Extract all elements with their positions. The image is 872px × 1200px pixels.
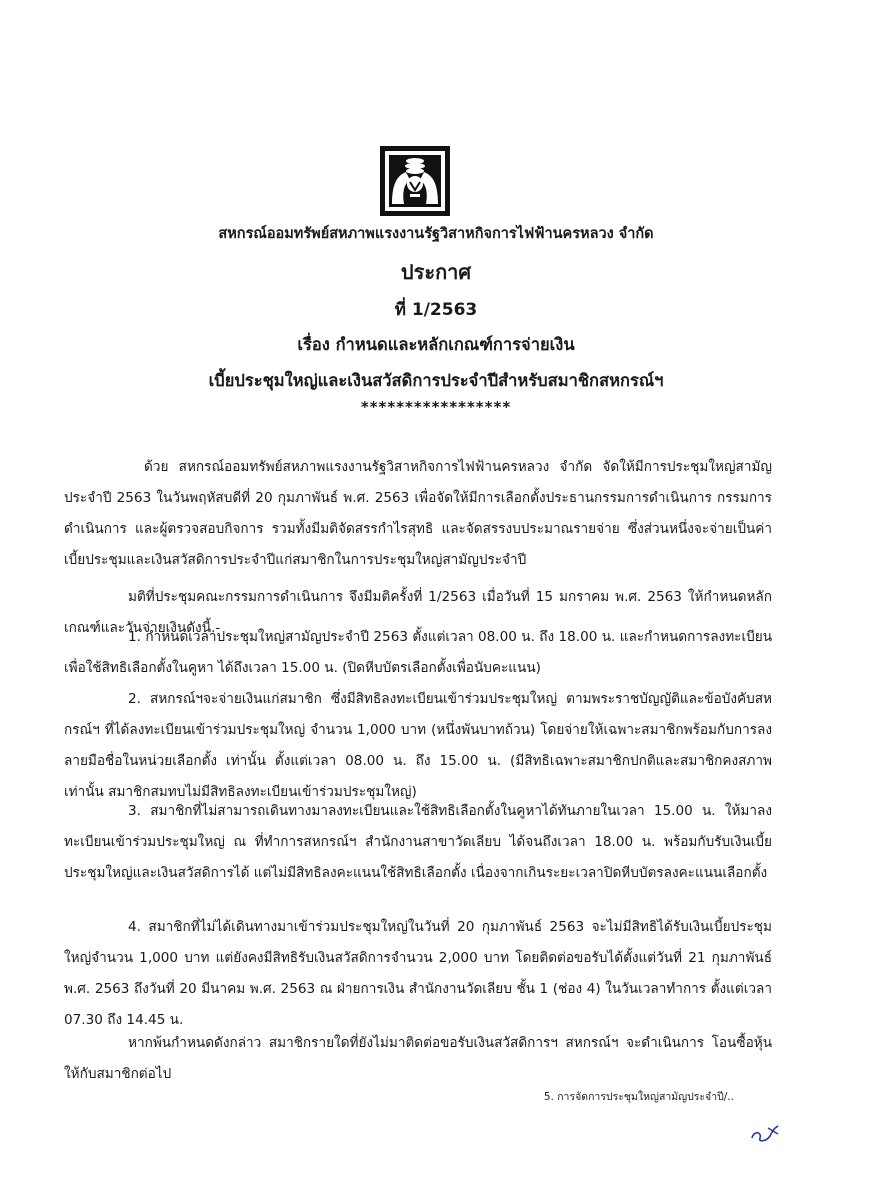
item-1-paragraph: 1. กำหนดเวลาประชุมใหญ่สามัญประจำปี 2563 ตั้งแต่เวลา 08.00 น. ถึง 18.00 น. และกำหนดการลงทะเบียนเพื่อใช้สิทธิเลือกตั้งในคูหา ได้ถึงเวลา 15.00 น. (ปิดหีบบัตรเลือกตั้งเพื่อนับคะแนน) <box>64 629 772 676</box>
item-1-block <box>64 622 772 690</box>
separator-stars: ***************** <box>360 398 512 416</box>
resolution-paragraph: มติที่ประชุมคณะกรรมการดำเนินการ จึงมีมติครั้งที่ 1/2563 เมื่อวันที่ 15 มกราคม พ.ศ. 2563 ให้กำหนดหลักเกณฑ์และวันจ่ายเงินดังนี้.- <box>64 589 772 636</box>
continuation-note: 5. การจัดการประชุมใหญ่สามัญประจำปี/.. <box>543 1091 734 1103</box>
announcement-number: ที่ 1/2563 <box>394 300 478 320</box>
intro-paragraph: ด้วย สหกรณ์ออมทรัพย์สหภาพแรงงานรัฐวิสาหกิจการไฟฟ้านครหลวง จำกัด จัดให้มีการประชุมใหญ่สามัญประจำปี 2563 ในวันพฤหัสบดีที่ 20 กุมภาพันธ์ พ.ศ. 2563 เพื่อจัดให้มีการเลือกตั้งประธานกรรมการดำเนินการ กรรมการดำเนินการ และผู้ตรวจสอบกิจการ รวมทั้งมีมติจัดสรรกำไรสุทธิ และจัดสรรงบประมาณรายจ่าย ซึ่งส่วนหนึ่งจะจ่ายเป็นค่าเบี้ยประชุมและเงินสวัสดิการประจำปีแก่สมาชิกในการประชุมใหญ่สามัญประจำปี <box>64 459 772 568</box>
announcement-title: ประกาศ <box>400 260 472 284</box>
item-3-paragraph: 3. สมาชิกที่ไม่สามารถเดินทางมาลงทะเบียนและใช้สิทธิเลือกตั้งในคูหาได้ทันภายในเวลา 15.00 น. ให้มาลงทะเบียนเข้าร่วมประชุมใหญ่ ณ ที่ทำการสหกรณ์ฯ สำนักงานสาขาวัดเลียบ ได้จนถึงเวลา 18.00 น. พร้อมกับรับเงินเบี้ยประชุมใหญ่และเงินสวัสดิการได้ แต่ไม่มีสิทธิลงคะแนนใช้สิทธิเลือกตั้ง เนื่องจากเกินระยะเวลาปิดหีบบัตรลงคะแนนเลือกตั้ง <box>64 803 772 881</box>
subject-line-1: เรื่อง กำหนดและหลักเกณฑ์การจ่ายเงิน <box>297 335 575 354</box>
signature-mark <box>748 1118 782 1146</box>
organization-name: สหกรณ์ออมทรัพย์สหภาพแรงงานรัฐวิสาหกิจการไฟฟ้านครหลวง จำกัด <box>218 226 654 242</box>
cooperative-logo-icon <box>380 146 450 216</box>
item-2-paragraph: 2. สหกรณ์ฯจะจ่ายเงินแก่สมาชิก ซึ่งมีสิทธิลงทะเบียนเข้าร่วมประชุมใหญ่ ตามพระราชบัญญัติและข้อบังคับสหกรณ์ฯ ที่ได้ลงทะเบียนเข้าร่วมประชุมใหญ่ จำนวน 1,000 บาท (หนึ่งพันบาทถ้วน) โดยจ่ายให้เฉพาะสมาชิกพร้อมกับการลงลายมือชื่อในหน่วยเลือกตั้ง เท่านั้น ตั้งแต่เวลา 08.00 น. ถึง 15.00 น. (มีสิทธิเฉพาะสมาชิกปกติและสมาชิกคงสภาพเท่านั้น สมาชิกสมทบไม่มีสิทธิลงทะเบียนเข้าร่วมประชุมใหญ่) <box>64 691 772 800</box>
item-4-paragraph: 4. สมาชิกที่ไม่ได้เดินทางมาเข้าร่วมประชุมใหญ่ในวันที่ 20 กุมภาพันธ์ 2563 จะไม่มีสิทธิได้รับเงินเบี้ยประชุมใหญ่จำนวน 1,000 บาท แต่ยังคงมีสิทธิรับเงินสวัสดิการจำนวน 2,000 บาท โดยติดต่อขอรับได้ตั้งแต่วันที่ 21 กุมภาพันธ์ พ.ศ. 2563 ถึงวันที่ 20 มีนาคม พ.ศ. 2563 ณ ฝ่ายการเงิน สำนักงานวัดเลียบ ชั้น 1 (ช่อง 4) ในวันเวลาทำการ ตั้งแต่เวลา 07.30 ถึง 14.45 น. <box>64 919 772 1028</box>
closing-block <box>64 1028 772 1096</box>
item-3-block <box>64 796 772 895</box>
closing-paragraph: หากพ้นกำหนดดังกล่าว สมาชิกรายใดที่ยังไม่มาติดต่อขอรับเงินสวัสดิการฯ สหกรณ์ฯ จะดำเนินการ โอนซื้อหุ้นให้กับสมาชิกต่อไป <box>64 1035 772 1082</box>
body-section-intro <box>64 452 772 650</box>
item-2-block <box>64 684 772 814</box>
subject-line-2: เบี้ยประชุมใหญ่และเงินสวัสดิการประจำปีสำหรับสมาชิกสหกรณ์ฯ <box>208 371 664 390</box>
item-4-block <box>64 912 772 1042</box>
